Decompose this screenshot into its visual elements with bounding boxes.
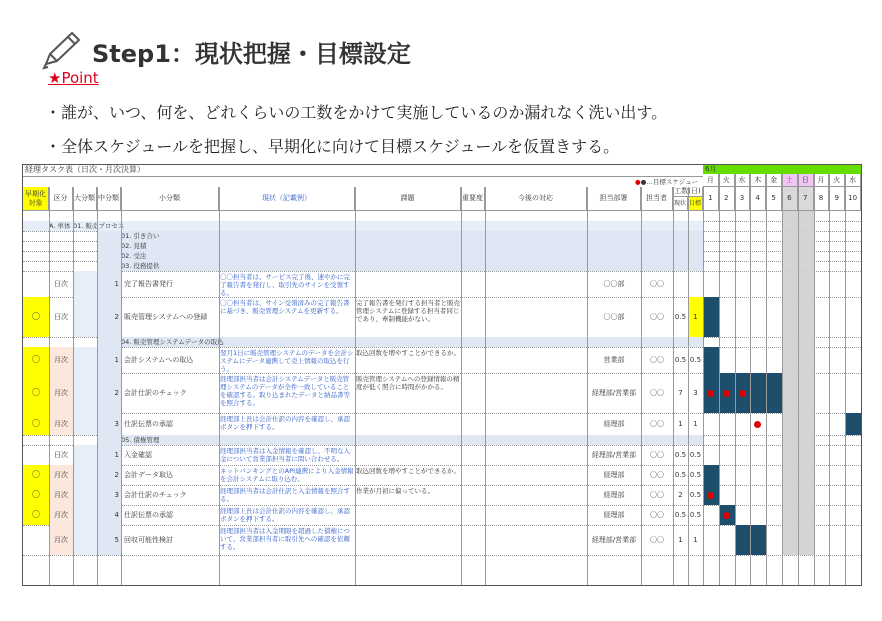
col-taio: 今後の対応: [485, 187, 587, 211]
row-tanto: 〇〇: [650, 450, 664, 459]
page-title: Step1：現状把握・目標設定: [92, 40, 411, 68]
bullet-2: ・全体スケジュールを把握し、早期化に向けて目標スケジュールを仮置きする。: [45, 137, 620, 156]
weekday-label: 火: [829, 174, 845, 187]
schedule-bar: [703, 465, 719, 485]
row-tanto: 〇〇: [650, 510, 664, 519]
group-label-a: A. 単体: [49, 222, 71, 230]
row-kadai: 取込回数を増やすことができるか。: [356, 349, 460, 357]
row-kadai: 販売管理システムへの登録情報の精度が低く照合に時間がかかる。: [356, 375, 460, 392]
row-busho: 経理部: [603, 470, 625, 479]
row-no: 1: [97, 347, 121, 373]
col-mokuhyo: 目標: [688, 197, 703, 211]
row-effort-target: 3: [693, 388, 698, 397]
sheet-title: 経理タスク表（日次・月次決算）: [23, 165, 703, 177]
row-kubun: 日次: [54, 312, 68, 321]
row-no: 4: [97, 505, 121, 525]
cal-divider: [782, 174, 783, 585]
row-effort-now: 1: [678, 419, 683, 428]
row-sho: 会計仕訳のチェック: [124, 388, 187, 397]
cal-divider: [845, 174, 846, 585]
row-dai-bg: [73, 485, 97, 505]
schedule-bar: [703, 347, 719, 373]
row-kubun: 月次: [49, 465, 73, 485]
row-busho: 経理部/営業部: [591, 388, 637, 397]
weekday-label: 日: [798, 174, 814, 187]
row-kubun: 月次: [49, 525, 73, 555]
row-genjo: 経理部担当者は会計仕訳と入金情報を照合する。: [220, 487, 350, 504]
col-divider: [73, 187, 74, 585]
row-effort-target: 0.5: [689, 470, 702, 479]
row-effort-now: 0.5: [674, 312, 687, 321]
col-kubun: 区分: [49, 187, 73, 211]
group-label-a-sub: 01. 販売プロセス: [73, 222, 125, 230]
row-sho: 会計システムへの取込: [124, 355, 194, 364]
row-genjo: 経理部担当者は入金情報を確認し、不明な入金について営業部担当者に問い合わせる。: [220, 447, 350, 464]
col-early: 早期化対象: [23, 187, 49, 211]
row-effort-target: 1: [693, 419, 698, 428]
row-tanto: 〇〇: [650, 312, 664, 321]
col-divider: [641, 187, 642, 585]
group-label: 04. 販売管理システムデータの取込: [121, 338, 224, 346]
row-tanto: 〇〇: [650, 470, 664, 479]
row-genjo: 経理部上長は会計仕訳の内容を確認し、承認ボタンを押下する。: [220, 507, 350, 524]
row-effort-target: [688, 271, 703, 297]
row-no: 1: [97, 445, 121, 465]
row-tanto: 〇〇: [650, 419, 664, 428]
col-divider: [49, 187, 50, 585]
cal-divider: [735, 174, 736, 585]
col-divider: [673, 187, 674, 585]
col-juyodo: 重要度: [461, 187, 485, 211]
row-sho: 仕訳伝票の承認: [124, 419, 173, 428]
row-sho: 会計仕訳のチェック: [124, 490, 187, 499]
early-flag: 〇: [23, 505, 49, 525]
col-chu: 中分類: [97, 187, 121, 211]
row-kadai: [356, 527, 460, 555]
weekday-label: 月: [703, 174, 719, 187]
row-busho: 〇〇部: [603, 279, 625, 288]
row-genjo: 経理部上長は会計仕訳の内容を確認し、承認ボタンを押下する。: [220, 415, 350, 432]
row-busho: 営業部: [603, 355, 625, 364]
row-kadai: 完了報告書を発行する担当者と販売管理システムに登録する担当者同じであり、牽制機能がない。: [356, 299, 460, 324]
col-sho: 小分類: [121, 187, 219, 211]
row-dai-bg: [73, 525, 97, 555]
row-sho: 入金確認: [124, 450, 152, 459]
row-kadai: 取込回数を増やすことができるか。: [356, 467, 460, 475]
row-tanto: 〇〇: [650, 388, 664, 397]
day-label: 3: [735, 187, 751, 211]
row-no: 2: [97, 297, 121, 337]
day-label: 1: [703, 187, 719, 211]
row-busho: 〇〇部: [603, 312, 625, 321]
weekday-label: 土: [782, 174, 798, 187]
row-effort-target: 0.5: [689, 510, 702, 519]
col-dai: 大分類: [73, 187, 97, 211]
early-flag: 〇: [23, 413, 49, 435]
row-busho: 経理部: [603, 490, 625, 499]
row-dai-bg: [73, 347, 97, 373]
weekday-label: 木: [750, 174, 766, 187]
row-effort-now: [673, 271, 688, 297]
row-dai-bg: [73, 271, 97, 297]
group-label: 05. 債権管理: [121, 436, 160, 444]
col-genjo: 現状（記載例）: [219, 187, 355, 211]
task-sheet: [22, 164, 862, 586]
target-dot-icon: [707, 390, 714, 397]
group-label: 02. 見積: [121, 242, 147, 250]
row-sho: 会計データ取込: [124, 470, 173, 479]
target-dot-icon: [739, 390, 746, 397]
row-effort-target: 0.5: [689, 355, 702, 364]
col-genjo-short: 現状: [673, 197, 688, 211]
month-label: 6月: [703, 165, 861, 174]
bullet-1: ・誰が、いつ、何を、どれくらいの工数をかけて実施しているのか漏れなく洗い出す。: [45, 103, 668, 122]
row-effort-target: 0.5: [689, 490, 702, 499]
row-kadai: 作業が月初に偏っている。: [356, 487, 434, 495]
col-divider: [587, 187, 588, 585]
row-tanto: 〇〇: [650, 535, 664, 544]
group-label: 02. 受注: [121, 252, 147, 260]
row-effort-now: 0.5: [674, 450, 687, 459]
weekday-label: 水: [845, 174, 861, 187]
col-divider: [703, 187, 704, 585]
row-genjo: 経理部担当者は入金期限を超過した債権について、営業部担当者に取引先への確認を依頼する。: [220, 527, 350, 552]
row-kubun: 月次: [49, 347, 73, 373]
row-dai-bg: [73, 297, 97, 337]
weekday-label: 水: [735, 174, 751, 187]
legend-text: ●…目標スケジュー: [640, 178, 699, 186]
legend-dot-icon: ●: [635, 178, 641, 186]
target-dot-icon: [723, 512, 730, 519]
row-kadai: [356, 273, 460, 297]
row-genjo: 〇〇担当者は、サービス完了後、速やかに完了報告書を発行し、取引先のサインを受領する。: [220, 273, 350, 297]
row-dai-bg: [73, 373, 97, 413]
col-divider: [219, 187, 220, 585]
row-busho: 経理部/営業部: [591, 450, 637, 459]
schedule-bar: [845, 413, 861, 435]
row-no: 5: [97, 525, 121, 555]
row-genjo: ネットバンキングとのAPI連携により入金情報を会計システムに取り込む。: [220, 467, 354, 484]
weekend-column: [798, 211, 814, 555]
row-sho: 販売管理システムへの登録: [124, 312, 208, 321]
col-divider: [485, 187, 486, 585]
row-effort-now: 0.5: [674, 355, 687, 364]
row-no: 1: [97, 271, 121, 297]
col-divider: [688, 187, 689, 585]
col-divider: [355, 187, 356, 585]
col-divider: [121, 187, 122, 585]
row-no: 3: [97, 485, 121, 505]
day-label: 8: [814, 187, 830, 211]
early-flag: 〇: [23, 297, 49, 337]
row-kadai: [356, 415, 460, 435]
day-label: 5: [766, 187, 782, 211]
day-label: 9: [829, 187, 845, 211]
col-busho: 担当部署: [587, 187, 641, 211]
target-dot-icon: [754, 421, 761, 428]
row-effort-target: 1: [688, 297, 703, 337]
day-label: 10: [845, 187, 861, 211]
day-label: 4: [750, 187, 766, 211]
row-busho: 経理部: [603, 419, 625, 428]
row-genjo: 経理部担当者は会計システムデータと販売管理システムのデータが全件一致していることを確認する。取り込まれたデータと納品書等を照合する。: [220, 375, 350, 408]
weekday-label: 火: [719, 174, 735, 187]
row-dai-bg: [73, 413, 97, 435]
row-kubun: 月次: [49, 413, 73, 435]
row-kubun: 月次: [49, 505, 73, 525]
col-kadai: 課題: [355, 187, 461, 211]
row-kubun: 月次: [49, 373, 73, 413]
weekend-column: [782, 211, 798, 555]
cal-divider: [798, 174, 799, 585]
row-kadai: [356, 447, 460, 465]
row-kadai: [356, 507, 460, 525]
early-flag: 〇: [23, 465, 49, 485]
row-no: 2: [97, 465, 121, 485]
row-tanto: 〇〇: [650, 355, 664, 364]
row-effort-now: 0.5: [674, 510, 687, 519]
row-effort-now: 2: [678, 490, 683, 499]
early-flag: 〇: [23, 347, 49, 373]
group-label: 03. 役務提供: [121, 262, 160, 270]
row-dai-bg: [73, 445, 97, 465]
row-sho: 回収可能性検討: [124, 535, 173, 544]
pencil-icon: [40, 30, 84, 70]
row-busho: 経理部/営業部: [591, 535, 637, 544]
col-tanto: 担当者: [641, 187, 673, 211]
weekday-label: 月: [814, 174, 830, 187]
day-label: 7: [798, 187, 814, 211]
row-effort-target: 1: [693, 535, 698, 544]
row-genjo: 〇〇担当者は、サイン受領済みの完了報告書に基づき、販売管理システムを更新する。: [220, 299, 350, 316]
row-no: 2: [97, 373, 121, 413]
day-label: 2: [719, 187, 735, 211]
row-kubun: 日次: [54, 450, 68, 459]
row-dai-bg: [73, 505, 97, 525]
row-sho: 完了報告書発行: [124, 279, 173, 288]
cal-divider: [719, 174, 720, 585]
row-sho: 仕訳伝票の承認: [124, 510, 173, 519]
row-dai-bg: [73, 465, 97, 485]
row-genjo: 翌月1日に販売管理システムのデータを会計システムにデータ連携して売上情報の取込を行う。: [220, 349, 354, 373]
row-effort-target: 0.5: [689, 450, 702, 459]
weekday-label: 金: [766, 174, 782, 187]
target-dot-icon: [723, 390, 730, 397]
cal-divider: [766, 174, 767, 585]
early-flag: 〇: [23, 373, 49, 413]
row-kubun: 日次: [54, 279, 68, 288]
early-flag: 〇: [23, 485, 49, 505]
row-tanto: 〇〇: [650, 279, 664, 288]
col-kosu: 工数(日): [673, 187, 703, 197]
col-divider: [97, 187, 98, 585]
row-effort-now: 1: [678, 535, 683, 544]
cal-divider: [829, 174, 830, 585]
row-tanto: 〇〇: [650, 490, 664, 499]
cal-divider: [814, 174, 815, 585]
row-effort-now: 0.5: [674, 470, 687, 479]
col-divider: [461, 187, 462, 585]
cal-divider: [750, 174, 751, 585]
day-label: 6: [782, 187, 798, 211]
group-label: 01. 引き合い: [121, 232, 160, 240]
schedule-bar: [703, 297, 719, 337]
row-busho: 経理部: [603, 510, 625, 519]
target-dot-icon: [707, 492, 714, 499]
row-kubun: 月次: [49, 485, 73, 505]
row-no: 3: [97, 413, 121, 435]
row-effort-now: 7: [678, 388, 683, 397]
point-label: ★Point: [48, 69, 99, 87]
